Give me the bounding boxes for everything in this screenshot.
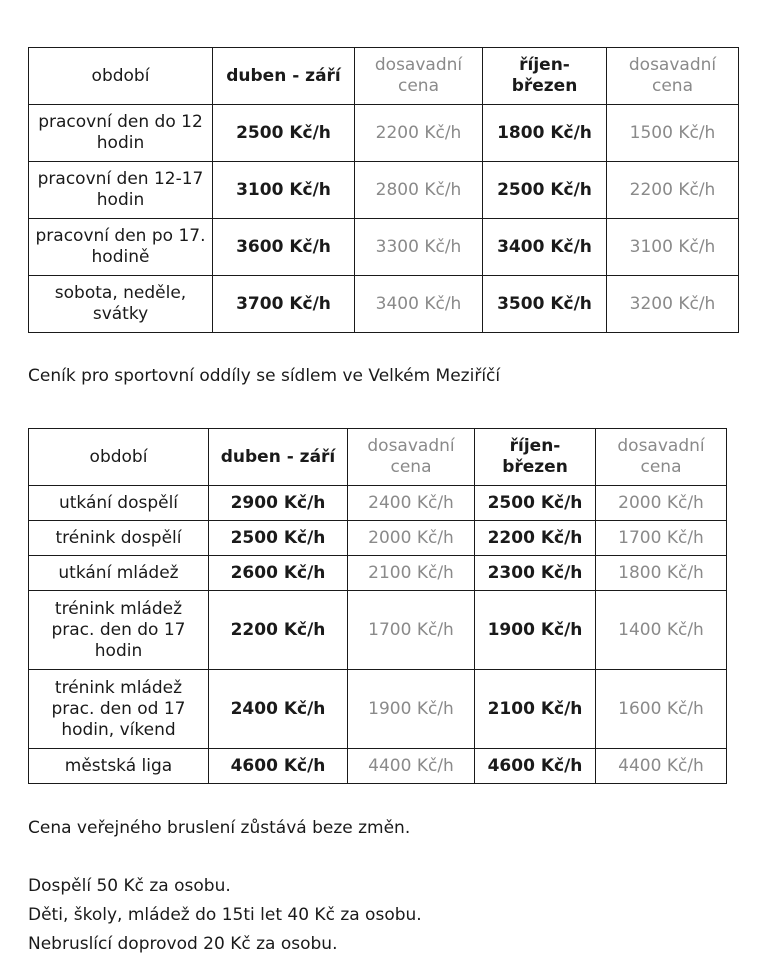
- price-previous: 4400 Kč/h: [596, 749, 727, 784]
- price-apr-sep: 4600 Kč/h: [209, 749, 348, 784]
- price-oct-mar: 4600 Kč/h: [475, 749, 596, 784]
- table-row: [29, 486, 727, 521]
- header-previous-price: dosavadní cena: [348, 429, 475, 486]
- period-cell: pracovní den do 12 hodin: [29, 105, 213, 162]
- price-table-public: [28, 47, 739, 333]
- period-cell: trénink dospělí: [29, 521, 209, 556]
- table-row: [29, 556, 727, 591]
- public-skating-note: Cena veřejného bruslení zůstává beze změn.: [28, 818, 411, 838]
- period-cell: utkání dospělí: [29, 486, 209, 521]
- header-period: období: [29, 429, 209, 486]
- price-oct-mar: 1800 Kč/h: [483, 105, 607, 162]
- price-previous: 2400 Kč/h: [348, 486, 475, 521]
- price-previous: 2000 Kč/h: [596, 486, 727, 521]
- period-cell: pracovní den 12-17 hodin: [29, 162, 213, 219]
- price-apr-sep: 3700 Kč/h: [213, 276, 355, 333]
- price-previous: 3200 Kč/h: [607, 276, 739, 333]
- header-previous-price: dosavadní cena: [355, 48, 483, 105]
- header-oct-mar: říjen-březen: [483, 48, 607, 105]
- price-previous: 1700 Kč/h: [596, 521, 727, 556]
- header-period: období: [29, 48, 213, 105]
- price-apr-sep: 2500 Kč/h: [213, 105, 355, 162]
- price-apr-sep: 2200 Kč/h: [209, 591, 348, 670]
- price-previous: 1700 Kč/h: [348, 591, 475, 670]
- price-previous: 3400 Kč/h: [355, 276, 483, 333]
- price-apr-sep: 3600 Kč/h: [213, 219, 355, 276]
- table-row: [29, 670, 727, 749]
- period-cell: trénink mládež prac. den do 17 hodin: [29, 591, 209, 670]
- price-previous: 1900 Kč/h: [348, 670, 475, 749]
- price-line-children: Děti, školy, mládež do 15ti let 40 Kč za osobu.: [28, 905, 422, 925]
- table-row: [29, 162, 739, 219]
- price-oct-mar: 2100 Kč/h: [475, 670, 596, 749]
- price-oct-mar: 2200 Kč/h: [475, 521, 596, 556]
- header-previous-price: dosavadní cena: [596, 429, 727, 486]
- price-previous: 1600 Kč/h: [596, 670, 727, 749]
- period-cell: trénink mládež prac. den od 17 hodin, víkend: [29, 670, 209, 749]
- table-row: [29, 105, 739, 162]
- table-row: [29, 749, 727, 784]
- period-cell: městská liga: [29, 749, 209, 784]
- price-previous: 4400 Kč/h: [348, 749, 475, 784]
- price-previous: 1500 Kč/h: [607, 105, 739, 162]
- table-row: [29, 276, 739, 333]
- price-previous: 3100 Kč/h: [607, 219, 739, 276]
- price-apr-sep: 2500 Kč/h: [209, 521, 348, 556]
- header-oct-mar: říjen-březen: [475, 429, 596, 486]
- price-previous: 3300 Kč/h: [355, 219, 483, 276]
- price-table-clubs: [28, 428, 727, 784]
- header-apr-sep: duben - září: [209, 429, 348, 486]
- price-previous: 2200 Kč/h: [607, 162, 739, 219]
- price-oct-mar: 3500 Kč/h: [483, 276, 607, 333]
- price-previous: 1400 Kč/h: [596, 591, 727, 670]
- header-apr-sep: duben - září: [213, 48, 355, 105]
- header-previous-price: dosavadní cena: [607, 48, 739, 105]
- price-apr-sep: 2900 Kč/h: [209, 486, 348, 521]
- price-oct-mar: 2500 Kč/h: [483, 162, 607, 219]
- price-oct-mar: 2300 Kč/h: [475, 556, 596, 591]
- price-previous: 2200 Kč/h: [355, 105, 483, 162]
- table-header-row: [29, 429, 727, 486]
- table-row: [29, 521, 727, 556]
- price-oct-mar: 1900 Kč/h: [475, 591, 596, 670]
- price-previous: 2000 Kč/h: [348, 521, 475, 556]
- table-header-row: [29, 48, 739, 105]
- price-line-adults: Dospělí 50 Kč za osobu.: [28, 876, 231, 896]
- price-line-escort: Nebruslící doprovod 20 Kč za osobu.: [28, 934, 338, 954]
- price-previous: 2800 Kč/h: [355, 162, 483, 219]
- table-row: [29, 591, 727, 670]
- period-cell: sobota, neděle, svátky: [29, 276, 213, 333]
- table-row: [29, 219, 739, 276]
- price-previous: 1800 Kč/h: [596, 556, 727, 591]
- price-oct-mar: 2500 Kč/h: [475, 486, 596, 521]
- price-oct-mar: 3400 Kč/h: [483, 219, 607, 276]
- price-apr-sep: 2600 Kč/h: [209, 556, 348, 591]
- period-cell: utkání mládež: [29, 556, 209, 591]
- section-heading: Ceník pro sportovní oddíly se sídlem ve Velkém Meziříčí: [28, 366, 501, 386]
- price-previous: 2100 Kč/h: [348, 556, 475, 591]
- price-apr-sep: 3100 Kč/h: [213, 162, 355, 219]
- price-apr-sep: 2400 Kč/h: [209, 670, 348, 749]
- period-cell: pracovní den po 17. hodině: [29, 219, 213, 276]
